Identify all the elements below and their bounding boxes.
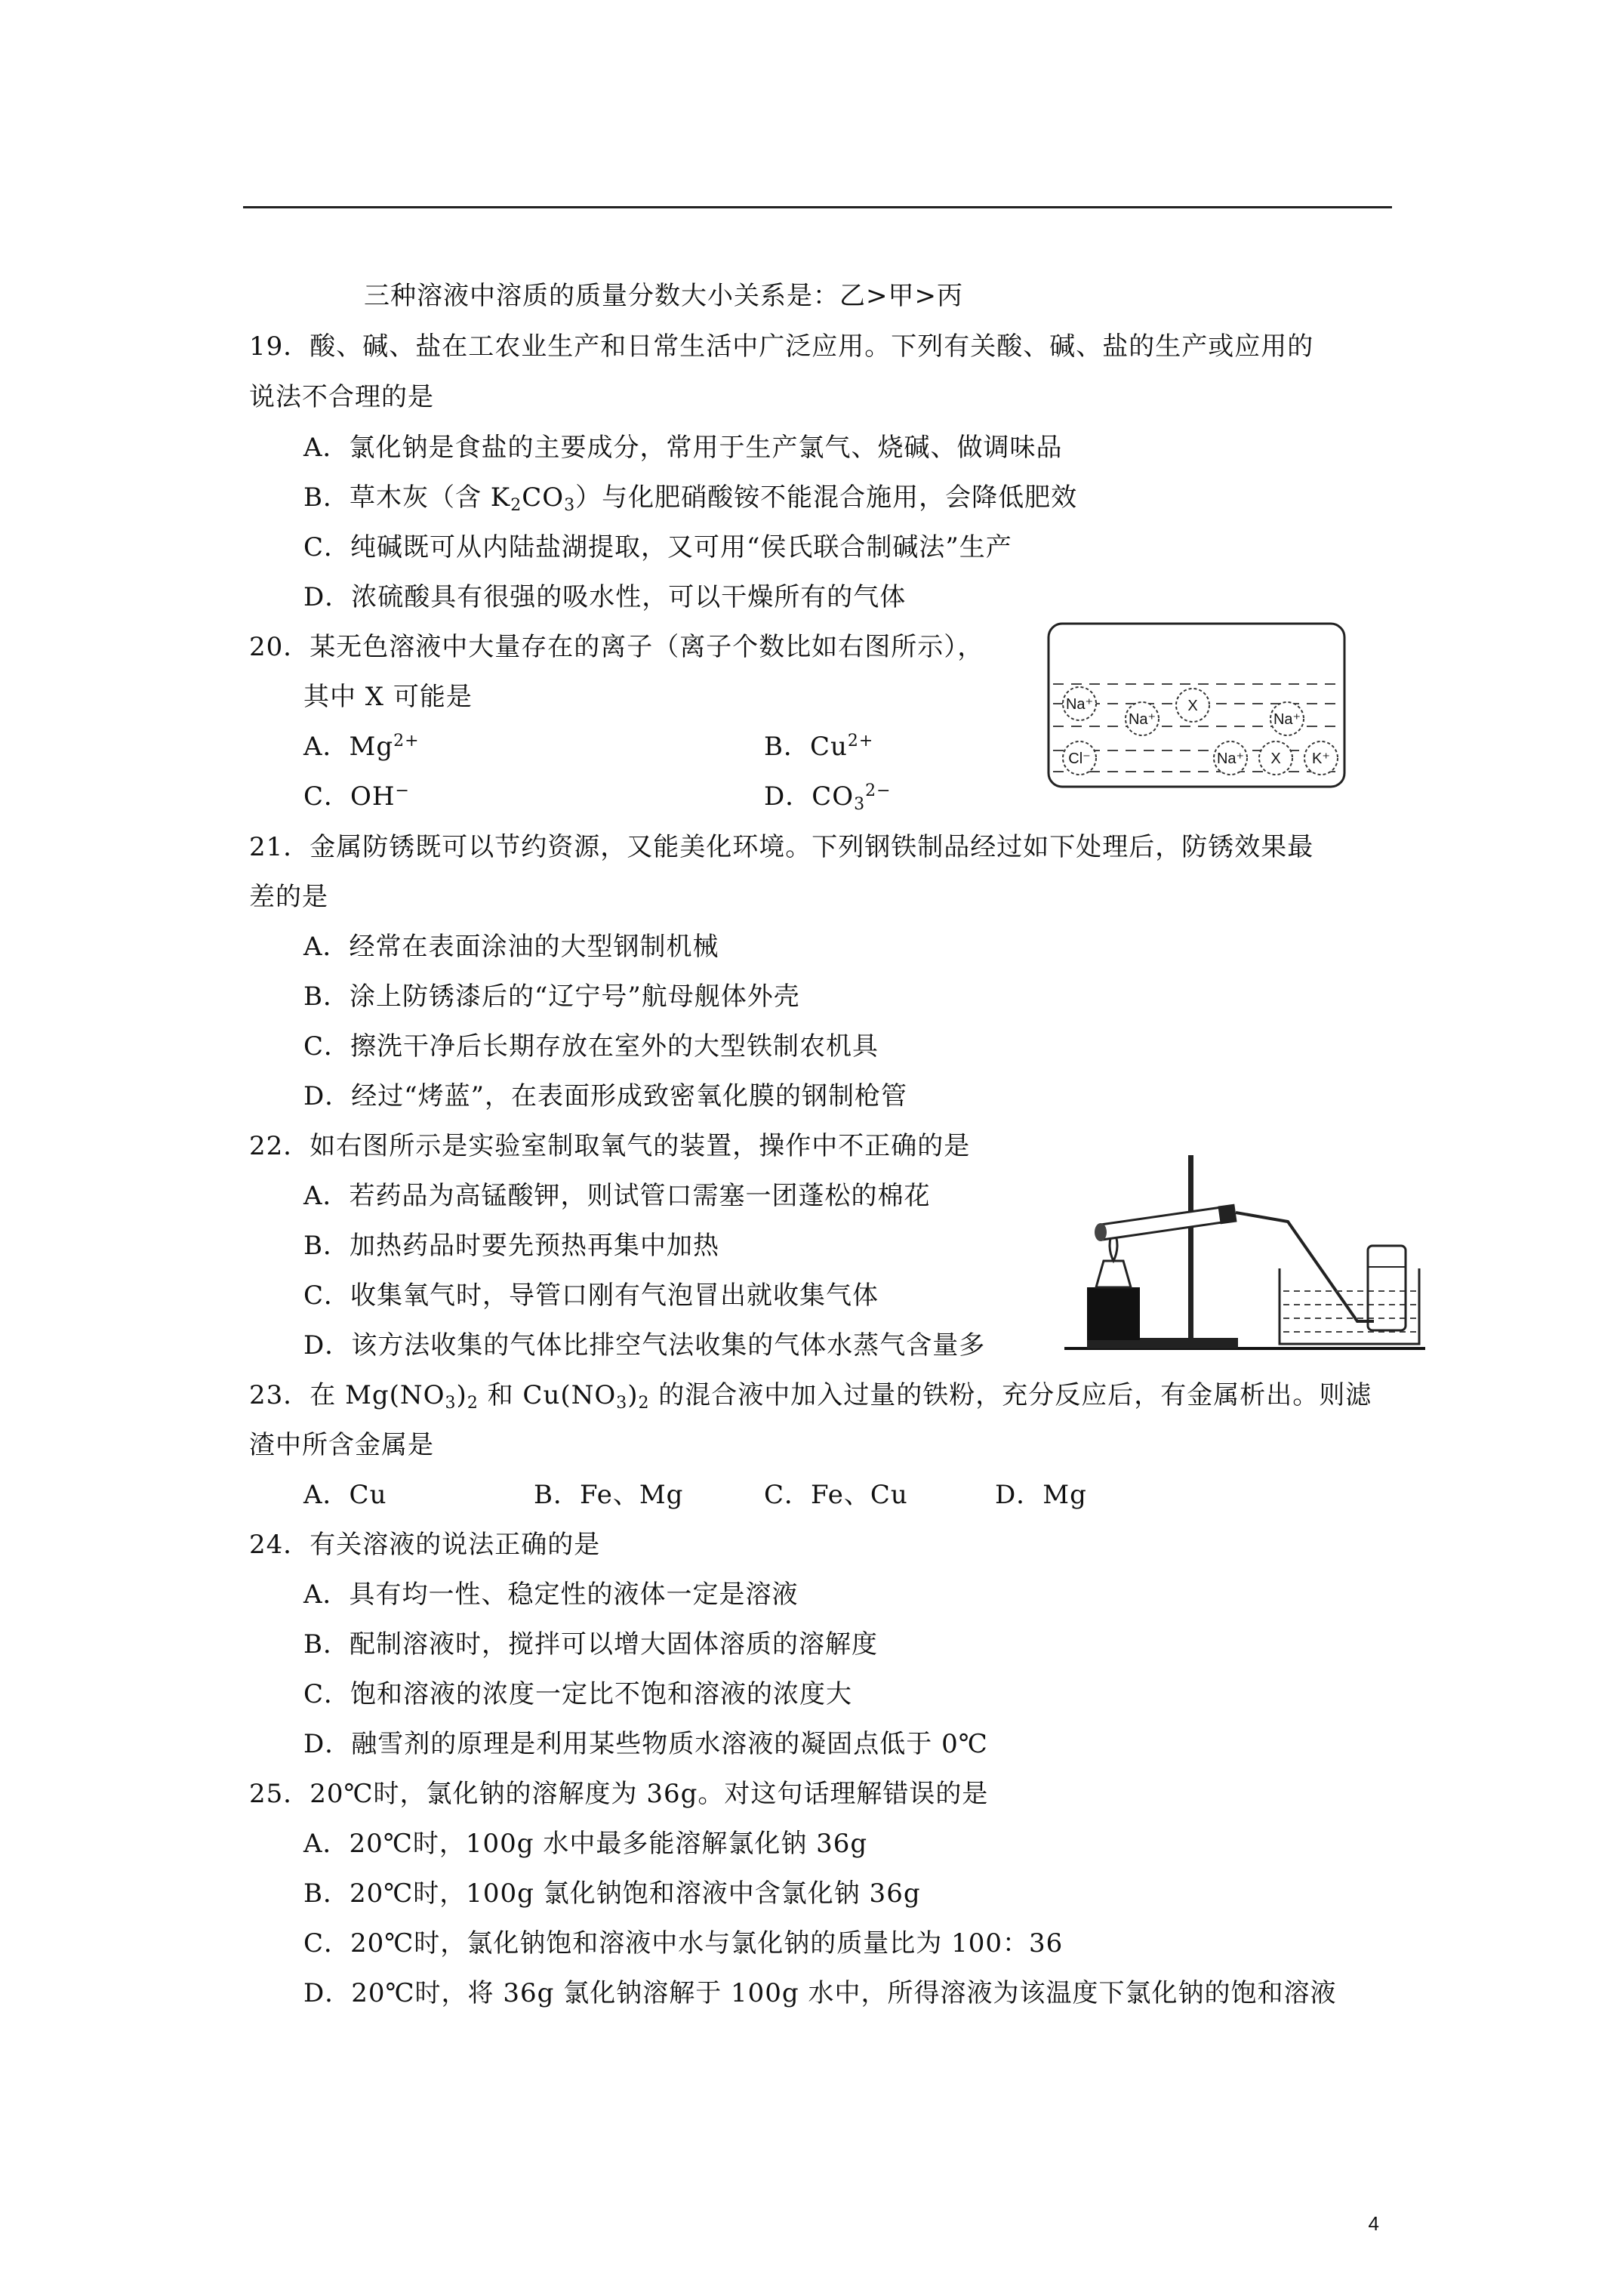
q20-option-d: D．$CO_3^{2-}$ — [764, 781, 892, 814]
q24-option-d: D．融雪剂的原理是利用某些物质水溶液的凝固点低于 0℃ — [303, 1729, 988, 1759]
q20-option-b: B．$Cu^{2+}$ — [764, 732, 874, 762]
ion-label-8: K⁺ — [1312, 750, 1330, 767]
q23-option-a: A．Cu — [303, 1480, 387, 1510]
q23-option-b: B．Fe、Mg — [534, 1480, 684, 1510]
q24-option-b: B．配制溶液时，搅拌可以增大固体溶质的溶解度 — [303, 1629, 878, 1660]
q20-stem-line2: 其中 X 可能是 — [303, 682, 473, 712]
q21-option-c: C．擦洗干净后长期存放在室外的大型铁制农机具 — [303, 1031, 879, 1062]
ion-label-4: Na⁺ — [1273, 711, 1301, 728]
q24-stem: 24．有关溶液的说法正确的是 — [249, 1530, 601, 1560]
q21-option-d: D．经过“烤蓝”，在表面形成致密氧化膜的钢制枪管 — [303, 1081, 908, 1111]
q19-option-c: C．纯碱既可从内陆盐湖提取，又可用“侯氏联合制碱法”生产 — [303, 532, 1012, 562]
q19-option-d: D．浓硫酸具有很强的吸水性，可以干燥所有的气体 — [303, 582, 907, 612]
q22-option-c: C．收集氧气时，导管口刚有气泡冒出就收集气体 — [303, 1281, 879, 1311]
q22-option-d: D．该方法收集的气体比排空气法收集的气体水蒸气含量多 — [303, 1330, 986, 1361]
q19-stem-line2: 说法不合理的是 — [249, 382, 434, 412]
q21-stem-line2: 差的是 — [249, 882, 328, 912]
q25-stem: 25．20℃时，氯化钠的溶解度为 36g。对这句话理解错误的是 — [249, 1779, 989, 1809]
oxygen-apparatus-figure — [1064, 1140, 1427, 1359]
q23-option-c: C．Fe、Cu — [764, 1480, 908, 1510]
q25-option-b: B．20℃时，100g 氯化钠饱和溶液中含氯化钠 36g — [303, 1878, 921, 1909]
q19-option-a: A．氯化钠是食盐的主要成分，常用于生产氯气、烧碱、做调味品 — [303, 433, 1063, 463]
ion-label-5: Cl⁻ — [1068, 750, 1091, 767]
q25-option-a: A．20℃时，100g 水中最多能溶解氯化钠 36g — [303, 1829, 868, 1859]
q24-option-a: A．具有均一性、稳定性的液体一定是溶液 — [303, 1579, 799, 1610]
q24-option-c: C．饱和溶液的浓度一定比不饱和溶液的浓度大 — [303, 1679, 853, 1709]
q23-stem-line2: 渣中所含金属是 — [249, 1430, 434, 1460]
q21-option-a: A．经常在表面涂油的大型钢制机械 — [303, 932, 719, 962]
ion-label-6: Na⁺ — [1216, 750, 1245, 767]
q25-option-c: C．20℃时，氯化钠饱和溶液中水与氯化钠的质量比为 100：36 — [303, 1928, 1064, 1959]
ion-solution-figure — [1046, 621, 1347, 791]
q20-option-a: A．$Mg^{2+}$ — [303, 732, 420, 762]
ion-label-2: Na⁺ — [1128, 711, 1156, 728]
previous-question-continuation: 三种溶液中溶质的质量分数大小关系是：乙>甲>丙 — [364, 281, 963, 311]
page-number: 4 — [1368, 2212, 1379, 2235]
q19-option-b: B．草木灰（含 $K_2CO_3$）与化肥硝酸铵不能混合施用，会降低肥效 — [303, 482, 1078, 515]
q20-stem-line1: 20．某无色溶液中大量存在的离子（离子个数比如右图所示）， — [249, 632, 984, 662]
ion-label-7: X — [1270, 750, 1281, 767]
ion-label-3: X — [1187, 698, 1198, 714]
q25-option-d: D．20℃时，将 36g 氯化钠溶解于 100g 水中，所得溶液为该温度下氯化钠的饱和溶液 — [303, 1978, 1337, 2008]
header-rule — [243, 206, 1392, 208]
q22-option-a: A．若药品为高锰酸钾，则试管口需塞一团蓬松的棉花 — [303, 1181, 931, 1211]
q22-option-b: B．加热药品时要先预热再集中加热 — [303, 1231, 719, 1261]
q19-stem-line1: 19．酸、碱、盐在工农业生产和日常生活中广泛应用。下列有关酸、碱、盐的生产或应用的 — [249, 331, 1314, 362]
q22-stem: 22．如右图所示是实验室制取氧气的装置，操作中不正确的是 — [249, 1131, 971, 1161]
ion-label-1: Na⁺ — [1065, 696, 1094, 713]
q23-stem-line1: 23．在 $Mg(NO_3)_2$ 和 $Cu(NO_3)_2$ 的混合液中加入过量的铁粉，充分反应后，有金属析出。则滤 — [249, 1380, 1372, 1413]
q20-option-c: C．OH− — [303, 781, 410, 812]
q21-option-b: B．涂上防锈漆后的“辽宁号”航母舰体外壳 — [303, 982, 800, 1012]
q21-stem-line1: 21．金属防锈既可以节约资源，又能美化环境。下列钢铁制品经过如下处理后，防锈效果最 — [249, 832, 1314, 862]
q23-option-d: D．Mg — [995, 1480, 1087, 1510]
